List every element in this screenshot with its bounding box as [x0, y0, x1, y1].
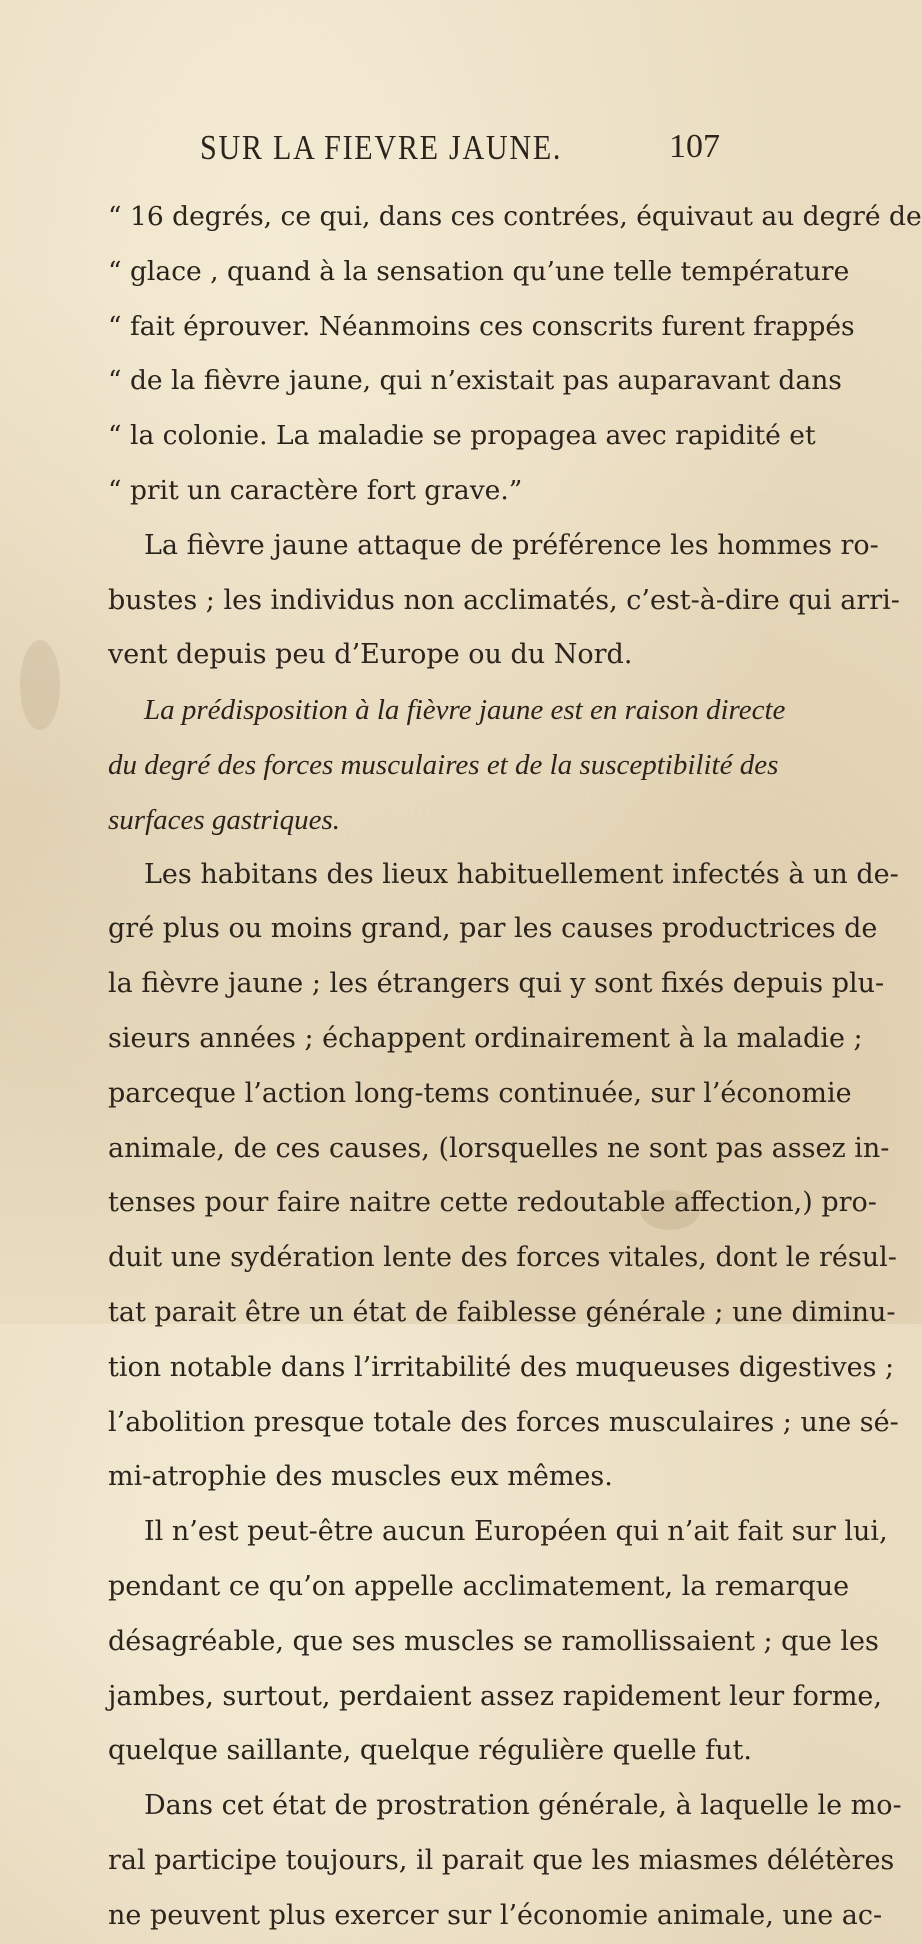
text-line: “ prit un caractère fort grave.” [108, 474, 523, 506]
text-line: vent depuis peu d’Europe ou du Nord. [108, 639, 633, 671]
body-text [108, 190, 922, 1944]
text-line: pendant ce qu’on appelle acclimatement, la remarque [108, 1570, 850, 1602]
text-line-italic: du degré des forces musculaires et de la susceptibilité des [108, 748, 779, 781]
text-line: “ glace , quand à la sensation qu’une telle température [108, 255, 850, 287]
text-line: bustes ; les individus non acclimatés, c’est-à-dire qui arri- [108, 584, 900, 616]
text-line: ne peuvent plus exercer sur l’économie animale, une ac- [108, 1899, 883, 1931]
text-line: “ de la fièvre jaune, qui n’existait pas auparavant dans [108, 365, 842, 397]
text-line: l’abolition presque totale des forces musculaires ; une sé- [108, 1406, 899, 1438]
text-line: parceque l’action long-tems continuée, sur l’économie [108, 1077, 852, 1109]
text-line-italic: surfaces gastriques. [108, 803, 340, 836]
text-line: la fièvre jaune ; les étrangers qui y sont fixés depuis plu- [108, 968, 885, 1000]
text-line: sieurs années ; échappent ordinairement à la maladie ; [108, 1022, 863, 1054]
text-line: Dans cet état de prostration générale, à laquelle le mo- [144, 1790, 902, 1822]
text-line: mi-atrophie des muscles eux mêmes. [108, 1461, 613, 1493]
text-line: animale, de ces causes, (lorsquelles ne sont pas assez in- [108, 1132, 890, 1164]
text-line: ral participe toujours, il parait que les miasmes délétères [108, 1844, 895, 1876]
paper-stain [20, 640, 60, 730]
text-line-italic: La prédisposition à la fièvre jaune est en raison directe [144, 694, 786, 727]
text-line: quelque saillante, quelque régulière quelle fut. [108, 1735, 752, 1767]
running-title: SUR LA FIEVRE JAUNE. [200, 128, 563, 167]
text-line: Les habitans des lieux habituellement infectés à un de- [144, 858, 899, 890]
text-line: gré plus ou moins grand, par les causes productrices de [108, 913, 878, 945]
text-line: “ 16 degrés, ce qui, dans ces contrées, équivaut au degré de [108, 201, 922, 232]
text-line: jambes, surtout, perdaient assez rapidement leur forme, [108, 1680, 882, 1712]
text-line: La fièvre jaune attaque de préférence les hommes ro- [144, 529, 879, 561]
text-line: “ la colonie. La maladie se propagea avec rapidité et [108, 420, 816, 452]
page-header [108, 128, 720, 168]
text-line: “ fait éprouver. Néanmoins ces conscrits furent frappés [108, 310, 855, 342]
text-line: tion notable dans l’irritabilité des muqueuses digestives ; [108, 1351, 895, 1383]
text-line: tat parait être un état de faiblesse générale ; une diminu- [108, 1296, 896, 1328]
text-line: duit une sydération lente des forces vitales, dont le résul- [108, 1242, 897, 1274]
text-line: désagréable, que ses muscles se ramollissaient ; que les [108, 1625, 879, 1657]
text-line: Il n’est peut-être aucun Européen qui n’ait fait sur lui, [144, 1516, 888, 1548]
page-number: 107 [669, 128, 720, 165]
text-line: tenses pour faire naitre cette redoutable affection,) pro- [108, 1187, 877, 1219]
